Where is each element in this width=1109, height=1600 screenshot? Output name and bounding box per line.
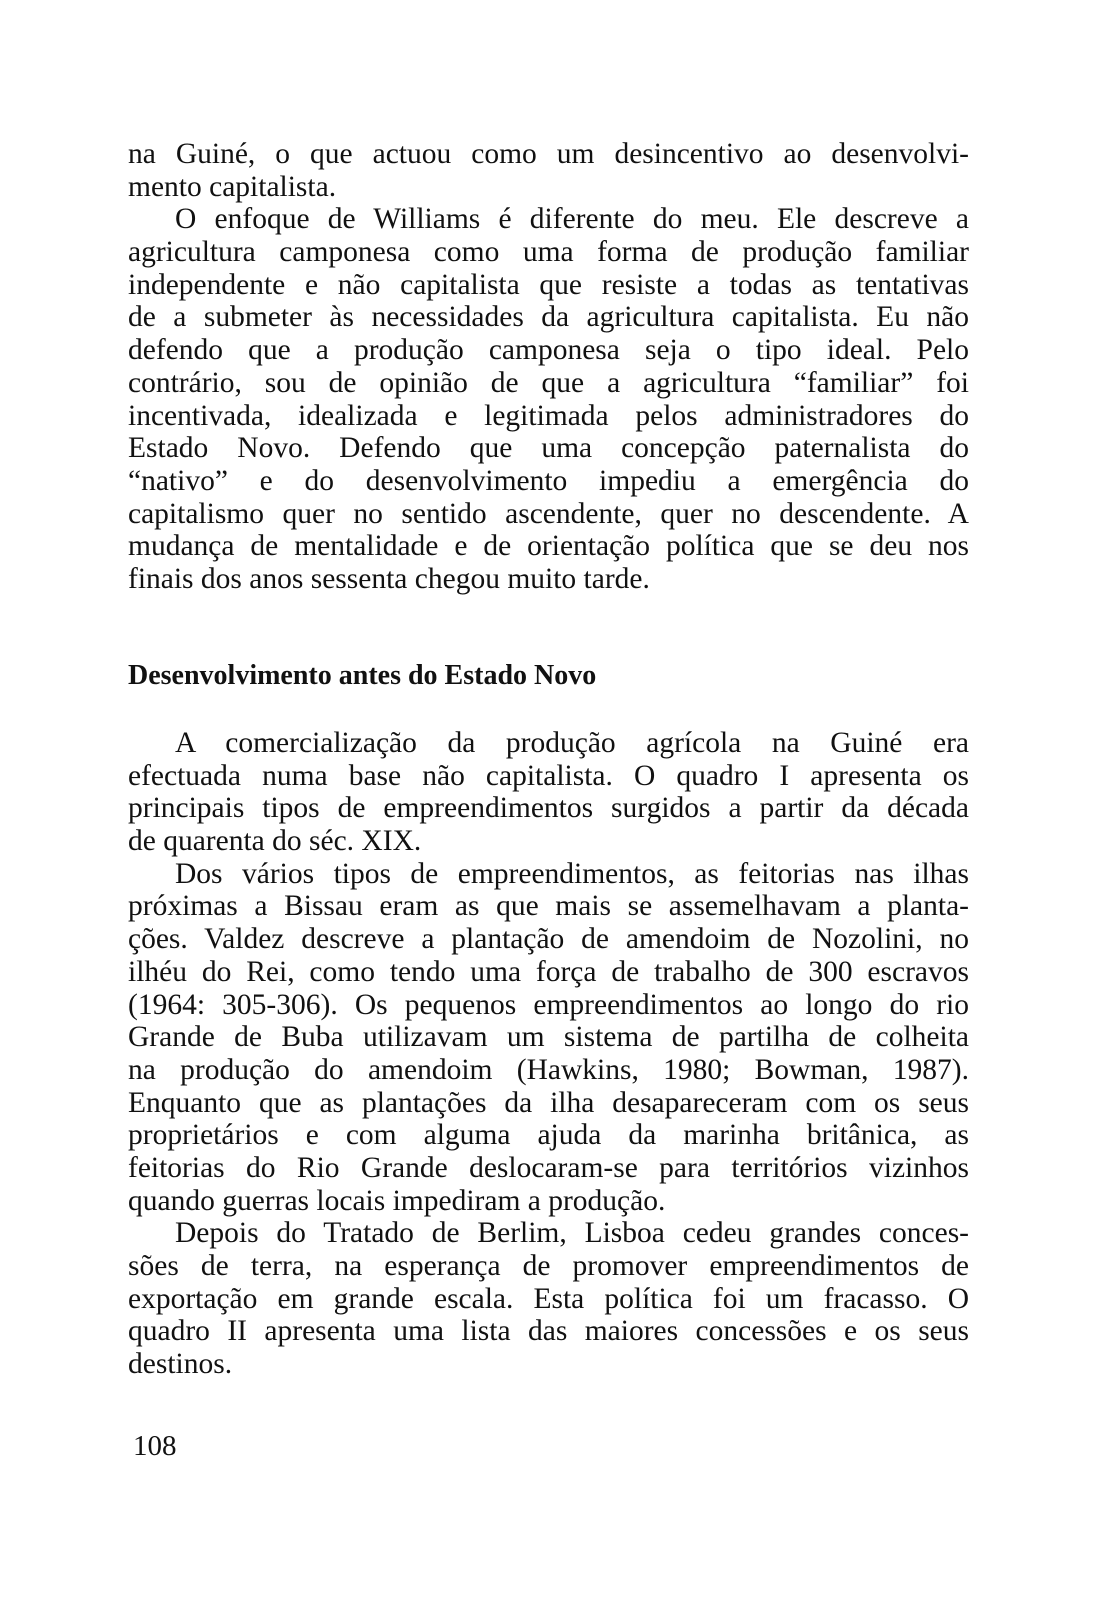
text-line: na Guiné, o que actuou como um desincentivo ao desenvolvi-: [128, 138, 969, 170]
text-line: quadro II apresenta uma lista das maiores concessões e os seus: [128, 1315, 969, 1348]
text-line: independente e não capitalista que resiste a todas as tentativas: [128, 268, 969, 301]
page-number: 108: [133, 1430, 177, 1462]
text-line: incentivada, idealizada e legitimada pelos administradores do: [128, 399, 969, 432]
text-line: A comercialização da produção agrícola na Guiné era: [175, 727, 969, 759]
text-line: contrário, sou de opinião de que a agricultura “familiar” foi: [128, 366, 969, 399]
text-line: finais dos anos sessenta chegou muito tarde.: [128, 562, 650, 595]
text-line: feitorias do Rio Grande deslocaram-se para territórios vizinhos: [128, 1151, 969, 1184]
text-line: capitalismo quer no sentido ascendente, quer no descendente. A: [128, 497, 969, 530]
paragraph: [128, 1217, 969, 1380]
text-line: mento capitalista.: [128, 170, 337, 203]
text-line: quando guerras locais impediram a produção.: [128, 1184, 666, 1217]
text-line: Enquanto que as plantações da ilha desapareceram com os seus: [128, 1086, 969, 1119]
text-line: (1964: 305-306). Os pequenos empreendimentos ao longo do rio: [128, 988, 969, 1021]
text-line: defendo que a produção camponesa seja o tipo ideal. Pelo: [128, 334, 969, 367]
text-line: ções. Valdez descreve a plantação de amendoim de Nozolini, no: [128, 923, 969, 956]
text-line: ilhéu do Rei, como tendo uma força de trabalho de 300 escravos: [128, 955, 969, 988]
body-text-section-2: [128, 727, 969, 1381]
text-line: proprietários e com alguma ajuda da marinha britânica, as: [128, 1119, 969, 1152]
text-line: agricultura camponesa como uma forma de produção familiar: [128, 236, 969, 269]
text-line: destinos.: [128, 1348, 233, 1381]
text-line: de quarenta do séc. XIX.: [128, 825, 422, 858]
paragraph: [128, 138, 969, 203]
text-line: Estado Novo. Defendo que uma concepção paternalista do: [128, 432, 969, 465]
text-line: exportação em grande escala. Esta política foi um fracasso. O: [128, 1282, 969, 1315]
text-line: na produção do amendoim (Hawkins, 1980; Bowman, 1987).: [128, 1053, 969, 1086]
text-line: Depois do Tratado de Berlim, Lisboa cedeu grandes conces-: [175, 1217, 969, 1250]
text-line: O enfoque de Williams é diferente do meu. Ele descreve a: [175, 203, 969, 236]
body-text-section-1: [128, 138, 969, 596]
text-line: sões de terra, na esperança de promover empreendimentos de: [128, 1250, 969, 1282]
text-line: “nativo” e do desenvolvimento impediu a emergência do: [128, 464, 969, 497]
text-line: de a submeter às necessidades da agricultura capitalista. Eu não: [128, 301, 969, 334]
paragraph: [128, 727, 969, 858]
paragraph: [128, 858, 969, 1218]
text-line: mudança de mentalidade e de orientação política que se deu nos: [128, 530, 969, 563]
text-line: efectuada numa base não capitalista. O quadro I apresenta os: [128, 759, 969, 792]
paragraph: [128, 203, 969, 595]
section-heading: Desenvolvimento antes do Estado Novo: [128, 660, 597, 691]
text-line: Dos vários tipos de empreendimentos, as feitorias nas ilhas: [175, 857, 969, 890]
text-line: Grande de Buba utilizavam um sistema de partilha de colheita: [128, 1021, 969, 1054]
text-line: principais tipos de empreendimentos surgidos a partir da década: [128, 792, 969, 825]
text-line: próximas a Bissau eram as que mais se assemelhavam a planta-: [128, 890, 969, 923]
